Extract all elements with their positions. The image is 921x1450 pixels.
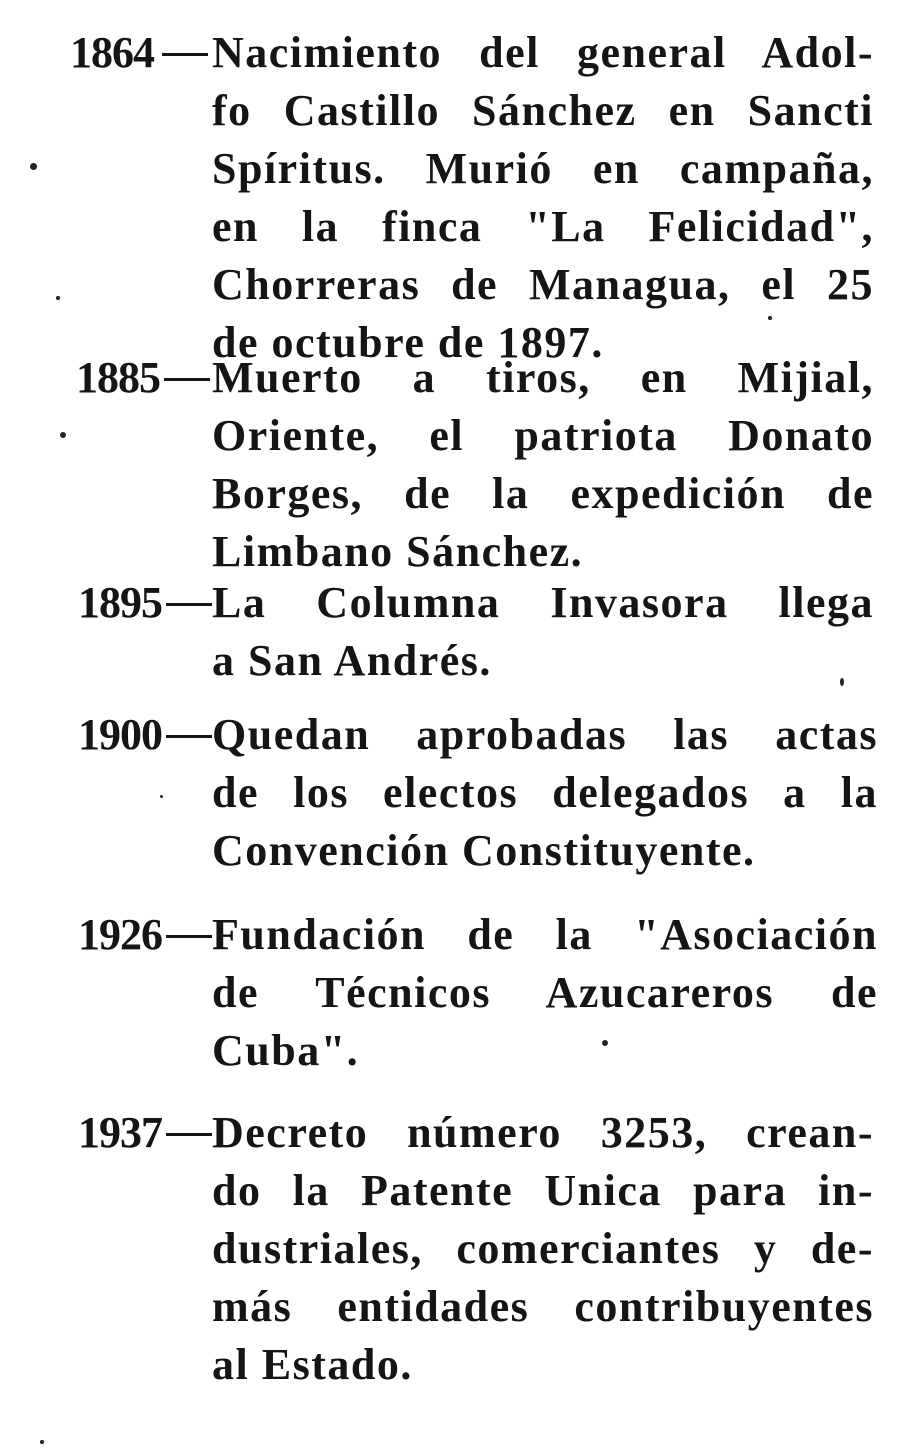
entry-line: Oriente, el patriota Donato <box>212 411 874 460</box>
entry-line: Borges, de la expedición de <box>212 469 874 518</box>
entry-dash <box>166 935 212 938</box>
entry-line: do la Patente Unica para in- <box>212 1166 874 1215</box>
scan-speck <box>160 795 163 798</box>
scan-speck <box>840 678 844 686</box>
entry-dash <box>164 378 210 381</box>
entry-line: Cuba". <box>212 1026 360 1075</box>
entry-line: de los electos delegados a la <box>212 768 878 817</box>
entry-line: a San Andrés. <box>212 636 492 685</box>
entry-year: 1895 <box>78 578 162 627</box>
entry-year: 1900 <box>78 710 162 759</box>
entry-text <box>212 349 874 581</box>
entry-dash <box>166 735 212 738</box>
scan-speck <box>768 316 772 320</box>
scan-speck <box>40 1440 44 1444</box>
entry-text <box>212 906 878 1080</box>
scan-speck <box>60 432 66 438</box>
entry-line: dustriales, comerciantes y de- <box>212 1224 874 1273</box>
entry-text <box>212 24 874 372</box>
entry-line: Quedan aprobadas las actas <box>212 710 878 759</box>
entry-year: 1864 <box>70 28 154 77</box>
entry-dash <box>162 53 208 56</box>
entry-line: Convención Constituyente. <box>212 826 756 875</box>
entry-line: Chorreras de Managua, el 25 <box>212 260 874 309</box>
entry-dash <box>166 603 212 606</box>
entry-line: fo Castillo Sánchez en Sancti <box>212 86 874 135</box>
entry-text <box>212 1104 874 1394</box>
entry-line: Decreto número 3253, crean- <box>212 1108 874 1157</box>
entry-text <box>212 574 874 690</box>
entry-line: La Columna Invasora llega <box>212 578 874 627</box>
entry-line: de octubre de 1897. <box>212 318 604 367</box>
entry-line: Limbano Sánchez. <box>212 527 584 576</box>
entry-line: Fundación de la "Asociación <box>212 910 878 959</box>
entry-line: de Técnicos Azucareros de <box>212 968 878 1017</box>
scan-speck <box>30 163 37 170</box>
entry-line: más entidades contribuyentes <box>212 1282 874 1331</box>
entry-text <box>212 706 878 880</box>
entry-line: Spíritus. Murió en campaña, <box>212 144 874 193</box>
entry-year: 1937 <box>78 1108 162 1157</box>
entry-line: al Estado. <box>212 1340 413 1389</box>
entry-line: Nacimiento del general Adol- <box>212 28 874 77</box>
entry-year: 1926 <box>78 910 162 959</box>
entry-dash <box>166 1133 212 1136</box>
scan-speck <box>602 1040 608 1046</box>
scan-speck <box>56 296 60 300</box>
entry-year: 1885 <box>76 353 160 402</box>
entry-line: Muerto a tiros, en Mijial, <box>212 353 874 402</box>
entry-line: en la finca "La Felicidad", <box>212 202 874 251</box>
